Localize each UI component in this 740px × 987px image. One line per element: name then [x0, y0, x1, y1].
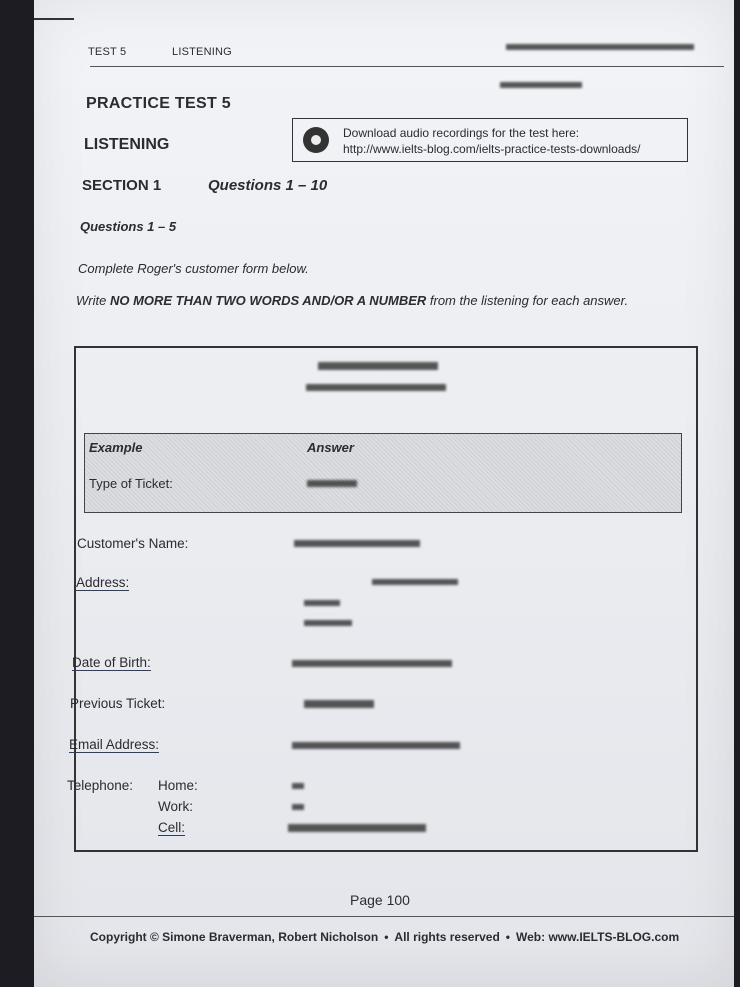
field-email: Email Address:: [69, 737, 160, 752]
redacted-previous: [304, 700, 374, 708]
audio-link[interactable]: http://www.ielts-blog.com/ielts-practice-tests-downloads/: [343, 142, 641, 156]
instruction-line-1: Complete Roger's customer form below.: [78, 261, 309, 276]
section-label: SECTION 1: [82, 177, 162, 194]
header-section: LISTENING: [172, 46, 232, 58]
example-box: [84, 433, 682, 513]
redacted-dob: [292, 660, 452, 667]
page-title: PRACTICE TEST 5: [86, 95, 231, 112]
corner-mark: [34, 18, 74, 20]
example-heading: Example: [89, 440, 143, 455]
header-rule: [90, 66, 724, 67]
audio-line-1: Download audio recordings for the test here:: [343, 126, 580, 140]
redacted-address-2: [304, 600, 340, 606]
word-limit: NO MORE THAN TWO WORDS AND/OR A NUMBER: [109, 293, 427, 308]
listening-heading: LISTENING: [84, 136, 170, 153]
field-date-of-birth: Date of Birth:: [72, 655, 151, 670]
field-customer-name: Customer's Name:: [77, 536, 189, 551]
field-previous-ticket: Previous Ticket:: [70, 696, 166, 711]
redacted-work: [292, 804, 304, 810]
example-field: Type of Ticket:: [89, 476, 173, 491]
redacted-note: [500, 82, 582, 88]
page-number: Page 100: [350, 892, 410, 908]
redacted-name: [294, 540, 420, 547]
instruction-line-2: Write NO MORE THAN TWO WORDS AND/OR A NUMBER from the listening for each answer.: [76, 293, 629, 308]
document-page: [34, 0, 734, 987]
redacted-form-title: [318, 362, 438, 370]
field-cell: Cell:: [158, 820, 186, 835]
field-address: Address:: [76, 575, 130, 590]
section-questions: Questions 1 – 10: [208, 177, 328, 194]
customer-form: [74, 346, 698, 852]
field-telephone: Telephone:: [67, 778, 134, 793]
audio-download-box: [292, 118, 688, 162]
subquestions-heading: Questions 1 – 5: [80, 219, 177, 234]
field-work: Work:: [158, 799, 194, 814]
redacted-header: [506, 44, 694, 50]
answer-heading: Answer: [307, 440, 354, 455]
field-home: Home:: [158, 778, 198, 793]
redacted-example-answer: [307, 480, 357, 487]
header-test: TEST 5: [88, 46, 127, 58]
headphones-icon: [303, 127, 329, 153]
footer-copyright: Copyright © Simone Braverman, Robert Nicholson: [90, 930, 379, 944]
redacted-form-subtitle: [306, 384, 446, 391]
footer-rule: [34, 916, 734, 917]
footer-web[interactable]: Web: www.IELTS-BLOG.com: [516, 930, 680, 944]
redacted-address-1: [372, 579, 458, 585]
redacted-email: [292, 742, 460, 749]
footer-rights: All rights reserved: [394, 930, 500, 944]
redacted-cell: [288, 824, 426, 832]
redacted-home: [292, 783, 304, 789]
footer: Copyright © Simone Braverman, Robert Nicholson • All rights reserved • Web: www.IELTS-BLOG.com: [90, 930, 680, 944]
redacted-address-3: [304, 620, 352, 626]
